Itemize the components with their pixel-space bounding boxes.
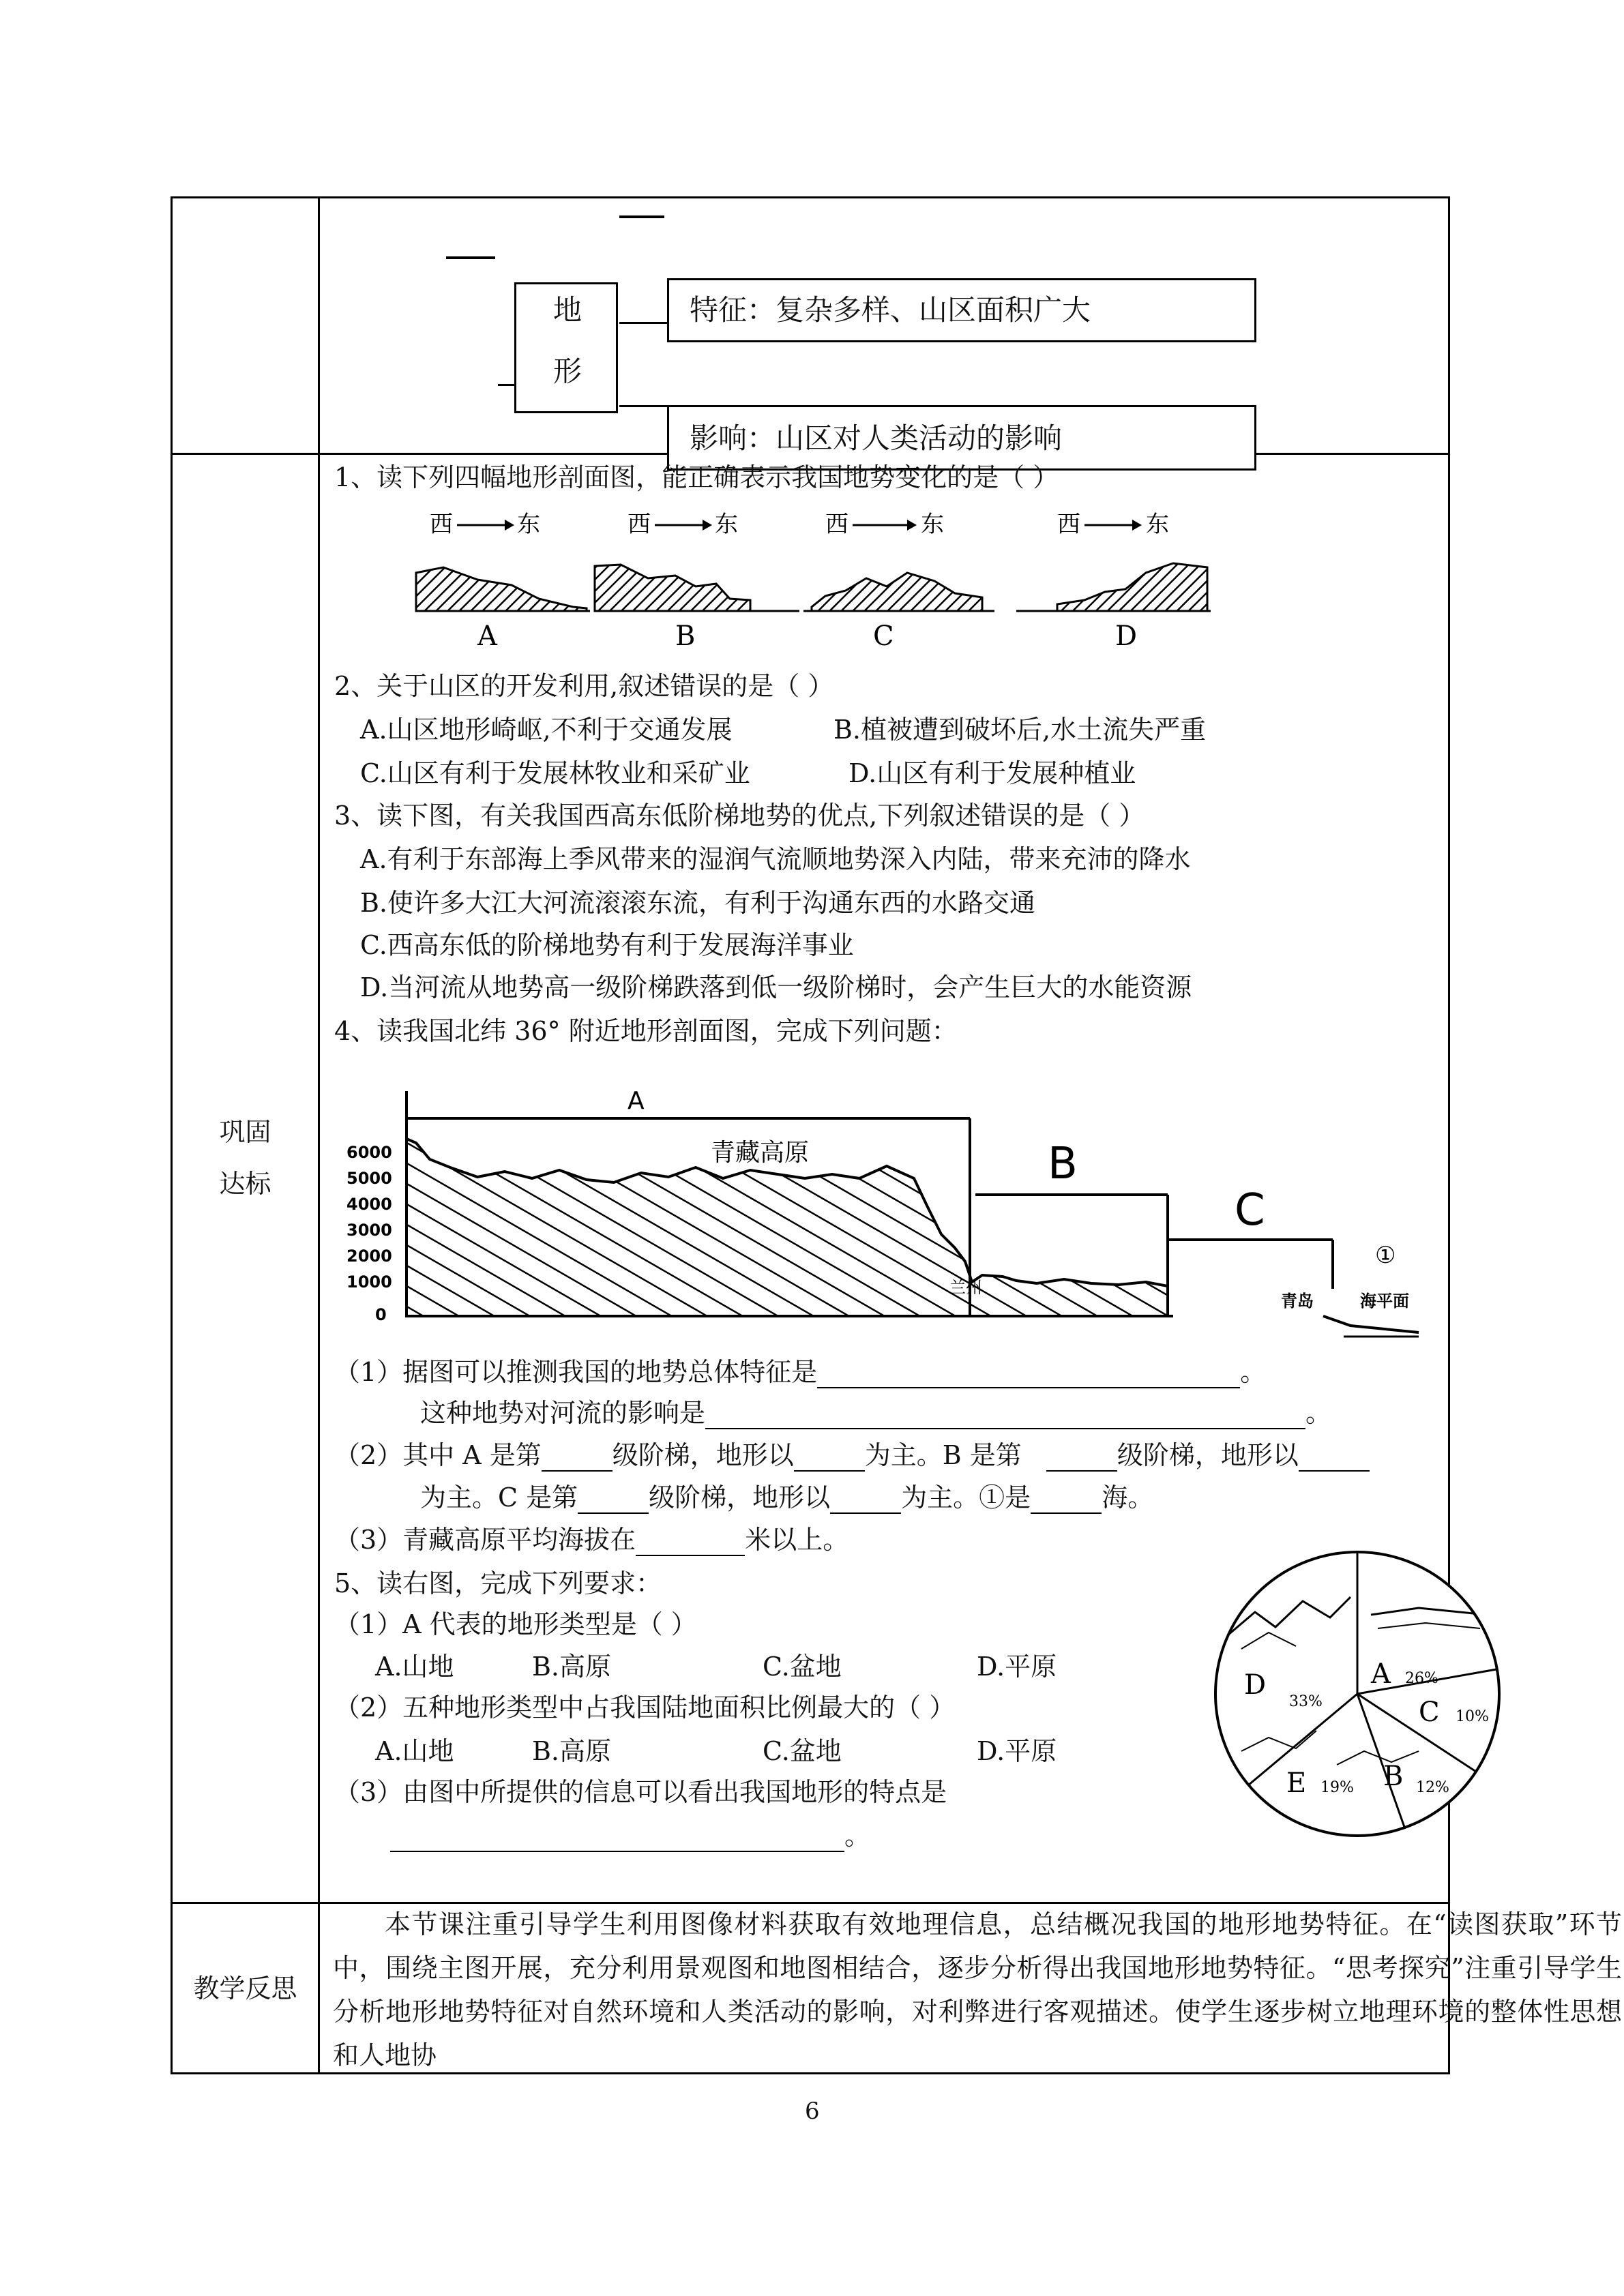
table-col-divider [318, 196, 320, 2074]
profile-d [1016, 511, 1211, 652]
profile-d-letter: D [1115, 621, 1138, 652]
q5-s1-opt-d: D.平原 [977, 1652, 1057, 1682]
qingdao-label: 青岛 [1281, 1292, 1314, 1311]
q1-text: 1、读下列四幅地形剖面图，能正确表示我国地势变化的是（ ） [334, 462, 1059, 492]
answer-blank-9[interactable] [1031, 1485, 1102, 1514]
consolidation-label: 巩固 达标 [219, 1117, 271, 1199]
q4-s1b-line: 这种地势对河流的影响是 。 [420, 1398, 1332, 1428]
pie-label-a: A [1371, 1658, 1391, 1690]
connector-left [498, 384, 516, 386]
pie-label-b: B [1383, 1761, 1404, 1792]
y-tick-1000: 1000 [346, 1272, 392, 1292]
q5-s3: （3）由图中所提供的信息可以看出我国地形的特点是 [334, 1777, 947, 1807]
q4-s2-line2: 为主。C 是第 级阶梯，地形以 为主。①是 海。 [420, 1482, 1154, 1512]
q3-opt-b: B.使许多大江大河流滚滚东流，有利于沟通东西的水路交通 [360, 888, 1036, 918]
answer-blank-1[interactable] [817, 1360, 1240, 1388]
answer-blank-7[interactable] [578, 1485, 649, 1514]
profile-letter-a: A [628, 1087, 645, 1115]
circle-one-label: ① [1375, 1242, 1396, 1269]
profile-a-west: 西 [430, 511, 453, 538]
reflection-label: 教学反思 [193, 1973, 297, 2003]
profile-b [595, 511, 799, 652]
q5-s1-opt-c: C.盆地 [763, 1652, 842, 1682]
q3-opt-a: A.有利于东部海上季风带来的湿润气流顺地势深入内陆，带来充沛的降水 [360, 844, 1191, 874]
pie-pct-e: 19% [1320, 1779, 1354, 1796]
pie-label-c: C [1419, 1697, 1440, 1728]
profile-b-east: 东 [715, 511, 738, 538]
y-tick-5000: 5000 [346, 1169, 392, 1188]
q4-s1-line: （1）据图可以推测我国的地势总体特征是 。 [334, 1357, 1267, 1387]
q3-text: 3、读下图，有关我国西高东低阶梯地势的优点,下列叙述错误的是（ ） [334, 801, 1145, 831]
feature-box [667, 278, 1256, 342]
y-tick-2000: 2000 [346, 1247, 392, 1266]
answer-blank-8[interactable] [830, 1485, 901, 1514]
q3-opt-c: C.西高东低的阶梯地势有利于发展海洋事业 [360, 930, 854, 960]
connector-feature [619, 322, 668, 324]
q5-text: 5、读右图，完成下列要求： [334, 1568, 662, 1598]
y-tick-4000: 4000 [346, 1195, 392, 1214]
profile-c [803, 511, 994, 652]
profile-c-west: 西 [825, 511, 848, 538]
profile-c-east: 东 [921, 511, 944, 538]
lanzhou-label: 兰州 [949, 1278, 982, 1297]
pie-pct-d: 33% [1289, 1693, 1323, 1710]
y-tick-6000: 6000 [346, 1143, 392, 1162]
pie-label-d: D [1244, 1669, 1267, 1701]
profile-d-west: 西 [1057, 511, 1080, 538]
connector-impact [619, 405, 668, 407]
q2-opt-c: C.山区有利于发展林牧业和采矿业 [360, 758, 750, 788]
answer-blank-2[interactable] [705, 1401, 1305, 1429]
answer-blank-5[interactable] [1046, 1443, 1117, 1472]
y-tick-0: 0 [375, 1305, 387, 1324]
q5-s2-opt-a: A.山地 [375, 1736, 454, 1766]
terrain-pie-diagram [1200, 1547, 1528, 1847]
profile-a [416, 511, 590, 652]
q5-s1-opt-b: B.高原 [532, 1652, 612, 1682]
terrain-char-1: 地 [553, 293, 582, 327]
q5-s2-opt-b: B.高原 [532, 1736, 612, 1766]
answer-blank-11[interactable] [390, 1823, 844, 1852]
diagram-stroke-2 [446, 256, 495, 259]
q4-s2-line1: （2）其中 A 是第 级阶梯，地形以 为主。B 是第 级阶梯，地形以 [334, 1439, 1370, 1472]
answer-blank-3[interactable] [542, 1443, 612, 1472]
q5-s1: （1）A 代表的地形类型是（ ） [334, 1609, 697, 1639]
profile-letter-c: C [1235, 1185, 1265, 1236]
answer-blank-4[interactable] [794, 1443, 865, 1472]
q2-text: 2、关于山区的开发利用,叙述错误的是（ ） [334, 671, 834, 701]
q5-s2-opt-c: C.盆地 [763, 1736, 842, 1766]
terrain-box [514, 282, 618, 413]
q4-terrain-profile [327, 1057, 1446, 1357]
plateau-label: 青藏高原 [711, 1139, 810, 1167]
page-number: 6 [805, 2098, 820, 2125]
q5-s3-answer-line: 。 [390, 1819, 870, 1852]
sea-level-label: 海平面 [1360, 1292, 1409, 1311]
profile-d-east: 东 [1146, 511, 1169, 538]
q4-s3-line: （3）青藏高原平均海拔在 米以上。 [334, 1525, 849, 1555]
profile-b-letter: B [675, 621, 696, 652]
profile-letter-b: B [1048, 1139, 1078, 1189]
table-top-border [171, 196, 1450, 198]
profile-c-letter: C [873, 621, 894, 652]
q2-opt-a: A.山区地形崎岖,不利于交通发展 [360, 715, 733, 745]
q5-s2-opt-d: D.平原 [977, 1736, 1057, 1766]
q3-opt-d: D.当河流从地势高一级阶梯跌落到低一级阶梯时，会产生巨大的水能资源 [360, 972, 1192, 1002]
q2-opt-b: B.植被遭到破坏后,水土流失严重 [833, 715, 1207, 745]
profile-b-west: 西 [628, 511, 651, 538]
q1-profiles [402, 505, 1221, 668]
q2-opt-d: D.山区有利于发展种植业 [848, 758, 1136, 788]
feature-label: 特征：复杂多样、山区面积广大 [690, 293, 1091, 327]
diagram-stroke-1 [619, 215, 664, 218]
terrain-char-2: 形 [553, 355, 582, 388]
q4-text: 4、读我国北纬 36° 附近地形剖面图，完成下列问题： [334, 1016, 958, 1046]
answer-blank-6[interactable] [1299, 1443, 1370, 1472]
profile-a-letter: A [477, 621, 497, 652]
answer-blank-10[interactable] [636, 1527, 745, 1556]
impact-label: 影响：山区对人类活动的影响 [690, 421, 1063, 455]
reflection-text: 本节课注重引导学生利用图像材料获取有效地理信息，总结概况我国的地形地势特征。在“读图获取”环节中，围绕主图开展，充分利用景观图和地图相结合，逐步分析得出我国地形地势特征。“思考探究”注重引导学生分析地形地势特征对自然环境和人类活动的影响，对利弊进行客观描述。使学生逐步树立地理环境的整体性思想和人地协 [333, 1909, 1622, 2070]
q5-s1-opt-a: A.山地 [375, 1652, 454, 1682]
profile-a-east: 东 [517, 511, 540, 538]
pie-label-e: E [1286, 1768, 1307, 1799]
pie-pct-b: 12% [1416, 1779, 1449, 1796]
pie-pct-c: 10% [1456, 1708, 1489, 1725]
q5-s2: （2）五种地形类型中占我国陆地面积比例最大的（ ） [334, 1693, 956, 1723]
y-tick-3000: 3000 [346, 1221, 392, 1240]
pie-pct-a: 26% [1405, 1670, 1438, 1687]
